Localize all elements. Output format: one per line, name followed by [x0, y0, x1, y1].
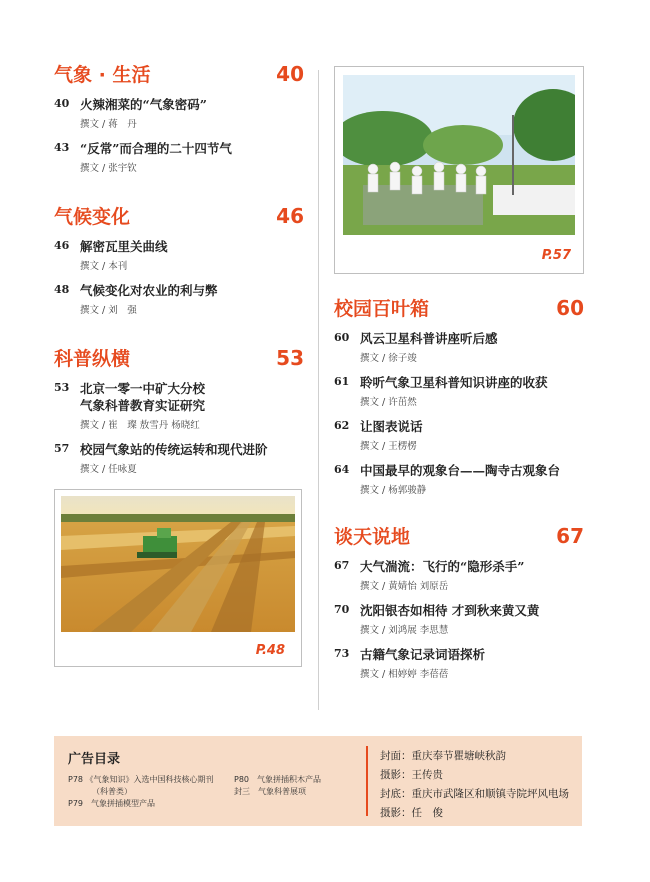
- cover-info-line: 封面：重庆奉节瞿塘峡秋韵: [380, 750, 506, 762]
- entry-page-number: 64: [334, 463, 350, 476]
- section-page-number: 40: [276, 62, 304, 86]
- cover-info-line: 摄影：任 俊: [380, 807, 443, 819]
- toc-entry[interactable]: [54, 441, 304, 475]
- section-page-number: 67: [556, 524, 584, 548]
- entry-title: “反常”而合理的二十四节气: [80, 141, 232, 156]
- entry-author: 撰文 / 刘鸿展 李思慧: [360, 625, 449, 636]
- toc-entry[interactable]: [334, 558, 584, 592]
- ad-item: （科普类）: [92, 787, 132, 796]
- entry-author: 撰文 / 王楞楞: [360, 441, 417, 452]
- section-talk-sky-earth: [334, 522, 584, 680]
- entry-page-number: 40: [54, 97, 70, 110]
- ad-item[interactable]: 封三 气象科普展项: [234, 787, 306, 796]
- entry-author: 撰文 / 本刊: [80, 261, 128, 272]
- toc-entry[interactable]: [54, 96, 304, 130]
- ad-item[interactable]: P79 气象拼插模型产品: [68, 799, 156, 808]
- entry-title-line: 气象科普教育实证研究: [80, 398, 206, 413]
- section-weather-life: [54, 60, 304, 174]
- cover-info-line: 摄影：王传贵: [380, 769, 443, 781]
- section-climate-change: [54, 202, 304, 316]
- toc-entry[interactable]: [334, 330, 584, 364]
- schoolyard-photo-box[interactable]: [334, 66, 584, 274]
- toc-entry[interactable]: [334, 374, 584, 408]
- entry-title: 中国最早的观象台——陶寺古观象台: [360, 463, 561, 478]
- entry-author: 撰文 / 蒋 丹: [80, 119, 137, 130]
- ad-directory-title: 广告目录: [68, 752, 121, 767]
- ad-directory-footer: [54, 736, 582, 826]
- section-popular-science: [54, 344, 304, 475]
- entry-page-number: 48: [54, 283, 70, 296]
- entry-title: 校园气象站的传统运转和现代进阶: [80, 442, 268, 457]
- section-page-number: 53: [276, 346, 304, 370]
- entry-author: 撰文 / 徐子竣: [360, 353, 417, 364]
- entry-page-number: 53: [54, 381, 70, 394]
- entry-page-number: 61: [334, 375, 350, 388]
- entry-page-number: 73: [334, 647, 350, 660]
- entry-title: 让图表说话: [360, 419, 423, 434]
- entry-title: 聆听气象卫星科普知识讲座的收获: [360, 375, 548, 390]
- right-column: [334, 60, 584, 690]
- entry-author: 撰文 / 刘 强: [80, 305, 137, 316]
- entry-author: 撰文 / 任咏夏: [80, 464, 137, 475]
- wheat-harvest-image: [61, 496, 295, 632]
- entry-title: 大气湍流：飞行的“隐形杀手”: [360, 559, 525, 574]
- ad-item[interactable]: P78 《气象知识》入选中国科技核心期刊: [68, 775, 214, 784]
- cover-info-accent-bar: [366, 746, 368, 816]
- entry-title: 解密瓦里关曲线: [80, 239, 168, 254]
- toc-entry[interactable]: [54, 282, 304, 316]
- entry-title: 风云卫星科普讲座听后感: [360, 331, 498, 346]
- section-title: 气候变化: [54, 206, 131, 228]
- entry-title: 火辣湘菜的“气象密码”: [80, 97, 207, 112]
- entry-title: 古籍气象记录词语探析: [360, 647, 486, 662]
- cover-info-line: 封底：重庆市武隆区和顺镇寺院坪风电场: [380, 788, 569, 800]
- entry-author: 撰文 / 许茁然: [360, 397, 417, 408]
- entry-title: 气候变化对农业的利与弊: [80, 283, 218, 298]
- ad-item[interactable]: P80 气象拼插积木产品: [234, 775, 322, 784]
- section-title: 校园百叶箱: [334, 298, 430, 320]
- photo-page-reference: P.57: [541, 248, 571, 263]
- column-divider: [318, 70, 319, 710]
- toc-entry[interactable]: [54, 140, 304, 174]
- entry-page-number: 57: [54, 442, 70, 455]
- section-title: 谈天说地: [334, 526, 411, 548]
- section-campus-louver-box: [334, 294, 584, 496]
- entry-title: 沈阳银杏如相待 才到秋来黄又黄: [360, 603, 540, 618]
- toc-entry[interactable]: [334, 646, 584, 680]
- toc-entry[interactable]: [54, 238, 304, 272]
- entry-author: 撰文 / 杨郭骏静: [360, 485, 427, 496]
- section-title: 气象 · 生活: [54, 64, 151, 86]
- toc-entry[interactable]: [334, 462, 584, 496]
- entry-page-number: 46: [54, 239, 70, 252]
- entry-page-number: 70: [334, 603, 350, 616]
- entry-page-number: 62: [334, 419, 350, 432]
- entry-page-number: 60: [334, 331, 350, 344]
- harvest-photo-box[interactable]: [54, 489, 302, 667]
- entry-title-line: 北京一零一中矿大分校: [80, 381, 206, 396]
- left-column: [54, 60, 304, 667]
- entry-author: 撰文 / 崔 璨 敖雪丹 杨晓红: [80, 420, 200, 431]
- entry-author: 撰文 / 黄婧怡 刘原岳: [360, 581, 449, 592]
- toc-entry[interactable]: [334, 602, 584, 636]
- entry-page-number: 67: [334, 559, 350, 572]
- section-title: 科普纵横: [54, 348, 131, 370]
- entry-page-number: 43: [54, 141, 70, 154]
- section-page-number: 46: [276, 204, 304, 228]
- entry-author: 撰文 / 张宇钦: [80, 163, 137, 174]
- students-weather-station-image: [343, 75, 575, 235]
- entry-author: 撰文 / 相婷婷 李蓓蓓: [360, 669, 449, 680]
- toc-entry[interactable]: [54, 380, 304, 431]
- section-page-number: 60: [556, 296, 584, 320]
- toc-entry[interactable]: [334, 418, 584, 452]
- photo-page-reference: P.48: [255, 643, 285, 658]
